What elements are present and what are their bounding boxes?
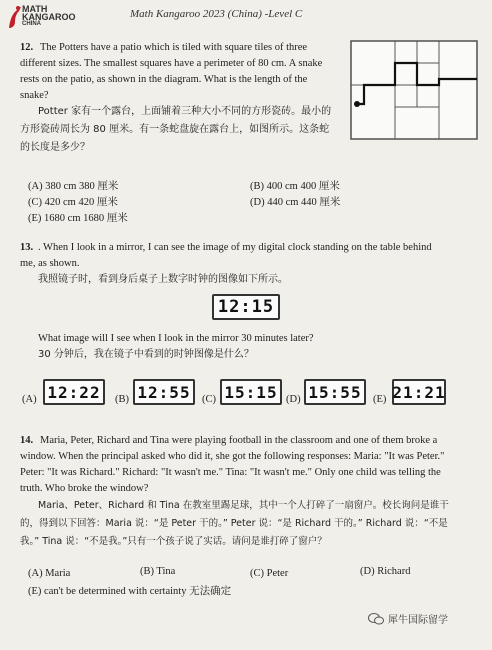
q14-option-d[interactable]: (D) Richard (360, 566, 411, 577)
q14-number: 14. (20, 435, 34, 446)
main-clock-image: 12:15 (212, 294, 280, 320)
q14-en-line3: Peter: "It was Richard." Richard: "It wasn't me." Tina: "It wasn't me." Only one child was telling the (20, 467, 441, 478)
q12-option-c[interactable]: (C) 420 cm 420 厘米 (28, 197, 118, 208)
q12-option-e[interactable]: (E) 1680 cm 1680 厘米 (28, 213, 128, 224)
q13-cn-line1: 我照镜子时，看到身后桌子上数字时钟的图像如下所示。 (38, 274, 288, 285)
q13-option-d-clock[interactable]: 15:55 (304, 379, 366, 405)
q14-option-c[interactable]: (C) Peter (250, 568, 289, 579)
q12-number: 12. (20, 42, 34, 53)
q13-option-c-label[interactable]: (C) (202, 394, 216, 405)
q14-en-line2: window. When the principal asked who did it, she got the following responses: Maria: "It was Peter." (20, 451, 445, 462)
snake-head (354, 101, 360, 107)
q13-en-line1: . When I look in a mirror, I can see the image of my digital clock standing on the table behind (38, 242, 432, 253)
q12-en-line3: rests on the patio, as shown in the diagram. What is the length of the (20, 74, 308, 85)
q13-en-line2: me, as shown. (20, 258, 80, 269)
patio-tile-diagram (350, 40, 478, 140)
q14-en-line1: Maria, Peter, Richard and Tina were playing football in the classroom and one of them broke a (40, 435, 438, 446)
q13-option-c-clock[interactable]: 15:15 (220, 379, 282, 405)
q14-cn-line1: Maria、Peter、Richard 和 Tina 在教室里踢足球，其中一个人打碎了一扇窗户。校长询问是谁干 (38, 500, 449, 511)
q13-option-b-label[interactable]: (B) (115, 394, 129, 405)
q12-option-b[interactable]: (B) 400 cm 400 厘米 (250, 181, 340, 192)
q13-number: 13. (20, 242, 34, 253)
q13-option-e-label[interactable]: (E) (373, 394, 387, 405)
page-header: Math Kangaroo 2023 (China) -Level C (130, 8, 303, 20)
q14-cn-line3: 我。” Tina 说：“不是我。”只有一个孩子说了实话。请问是谁打碎了窗户？ (20, 536, 327, 547)
q13-option-a-clock[interactable]: 12:22 (43, 379, 105, 405)
watermark-text: 犀牛国际留学 (388, 615, 448, 626)
wechat-icon (368, 613, 384, 625)
math-kangaroo-logo (6, 4, 76, 32)
q14-option-e[interactable]: (E) can't be determined with certainty 无法确定 (28, 586, 232, 597)
logo-line2: KANGAROO (22, 12, 76, 22)
q13-option-e-clock[interactable]: 21:21 (392, 379, 446, 405)
q14-option-a[interactable]: (A) Maria (28, 568, 71, 579)
q14-cn-line2: 的，得到以下回答：Maria 说：“是 Peter 干的。” Peter 说：“是 Richard 干的。” Richard 说：“不是 (20, 518, 448, 529)
q12-cn-line2: 方形瓷砖周长为 80 厘米。有一条蛇盘旋在露台上，如图所示。这条蛇 (20, 124, 330, 135)
q12-cn-line1: Potter 家有一个露台，上面铺着三种大小不同的方形瓷砖。最小的 (38, 106, 332, 117)
logo-line1: MATH (22, 4, 48, 14)
q12-en-line4: snake? (20, 90, 49, 101)
q13-option-a-label[interactable]: (A) (22, 394, 37, 405)
q13-question-cn: 30 分钟后，我在镜子中看到的时钟图像是什么？ (38, 349, 254, 360)
q14-option-b[interactable]: (B) Tina (140, 566, 176, 577)
logo-line3: CHINA (22, 21, 41, 27)
q12-en-line1: The Potters have a patio which is tiled with square tiles of three (40, 42, 308, 53)
watermark (368, 611, 448, 626)
q14-en-line4: truth. Who broke the window? (20, 483, 149, 494)
q12-option-a[interactable]: (A) 380 cm 380 厘米 (28, 181, 119, 192)
q12-en-line2: different sizes. The smallest squares have a perimeter of 80 cm. A snake (20, 58, 323, 69)
q12-option-d[interactable]: (D) 440 cm 440 厘米 (250, 197, 341, 208)
q12-cn-line3: 的长度是多少？ (20, 142, 90, 153)
q13-option-b-clock[interactable]: 12:55 (133, 379, 195, 405)
q13-question-en: What image will I see when I look in the mirror 30 minutes later? (38, 333, 314, 344)
q13-option-d-label[interactable]: (D) (286, 394, 301, 405)
kangaroo-icon (6, 4, 22, 30)
